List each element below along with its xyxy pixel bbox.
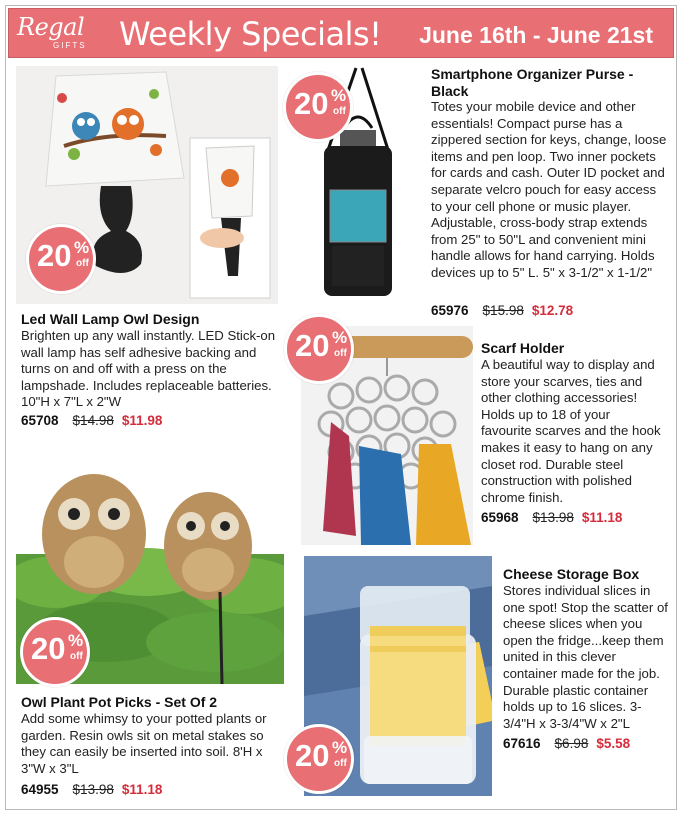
product-sku: 64955 [21,782,59,797]
logo-subtext: GIFTS [53,41,87,50]
off-label: off [334,348,347,359]
logo-wordmark: Regal [17,13,85,41]
percent-symbol: % [74,238,90,257]
date-range: June 16th - June 21st [419,22,653,48]
discount-badge [283,72,353,142]
original-price: $13.98 [532,510,574,525]
product-description: Brighten up any wall instantly. LED Stick-on wall lamp has self adhesive backing and turns on and off with a press on the lampshade. Includes replaceable batteries. 10"H x 7"L x 2"W [21,328,276,410]
product-sku: 67616 [503,736,541,751]
product-description: Stores individual slices in one spot! Stop the scatter of cheese slices when you open the fridge...keep them united in this clever container made for the job. Durable plastic container holds up to 16 slices. 3-3/4"H x 3-3/4"W x 2"L [503,583,668,731]
header-banner [8,8,674,58]
price-row [503,735,630,752]
price-row [481,509,622,526]
product-title[interactable]: Scarf Holder [481,340,565,356]
discount-value: 20 [37,238,72,273]
price-row [21,412,162,429]
product-title[interactable]: Owl Plant Pot Picks - Set Of 2 [21,694,218,710]
discount-badge [284,724,354,794]
sale-price: $11.18 [121,782,163,797]
off-label: off [334,758,347,769]
sale-price: $11.18 [581,510,623,525]
discount-value: 20 [31,631,66,666]
sale-price: $12.78 [531,303,574,318]
product-title[interactable]: Led Wall Lamp Owl Design [21,311,200,327]
original-price: $6.98 [554,736,589,751]
original-price: $15.98 [482,303,524,318]
sale-price: $11.98 [121,413,163,428]
discount-badge [26,224,96,294]
product-description: Totes your mobile device and other essentials! Compact purse has a zippered section for keys, change, loose items and pen loop. Two inner pockets for cards and cash. Outer ID pocket and separate velcro pouch for easy access to your cell phone or music player. Adjustable, cross-body strap extends from 25" to 50"L and convenient mini handle allows for hand carrying. Holds devices up to 5" L. 5" x 3-1/2" x 1-1/2" [431,99,667,280]
product-sku: 65968 [481,510,519,525]
discount-value: 20 [295,328,330,363]
percent-symbol: % [332,738,348,757]
percent-symbol: % [68,631,84,650]
regal-logo[interactable] [17,13,87,50]
product-sku: 65708 [21,413,59,428]
original-price: $14.98 [72,413,114,428]
off-label: off [76,258,89,269]
product-sku: 65976 [431,303,469,318]
discount-badge [284,314,354,384]
discount-value: 20 [295,738,330,773]
product-title[interactable]: Cheese Storage Box [503,566,640,582]
percent-symbol: % [331,86,347,105]
discount-badge [20,617,90,687]
discount-value: 20 [294,86,329,121]
product-description: Add some whimsy to your potted plants or garden. Resin owls sit on metal stakes so they can easily be inserted into soil. 8'H x 3"W x 3"L [21,711,267,776]
page-title: Weekly Specials! [119,15,382,53]
percent-symbol: % [332,328,348,347]
product-description: A beautiful way to display and store your scarves, ties and other clothing accessories! Holds up to 18 of your favourite scarves and the hook makes it easy to hang on any closet rod. Durable steel construction with polished chrome finish. [481,357,661,505]
sale-price: $5.58 [596,736,631,751]
price-row [21,781,162,798]
original-price: $13.98 [72,782,114,797]
price-row [431,302,573,319]
off-label: off [333,106,346,117]
off-label: off [70,651,83,662]
product-title[interactable]: Smartphone Organizer Purse - Black [431,66,634,99]
